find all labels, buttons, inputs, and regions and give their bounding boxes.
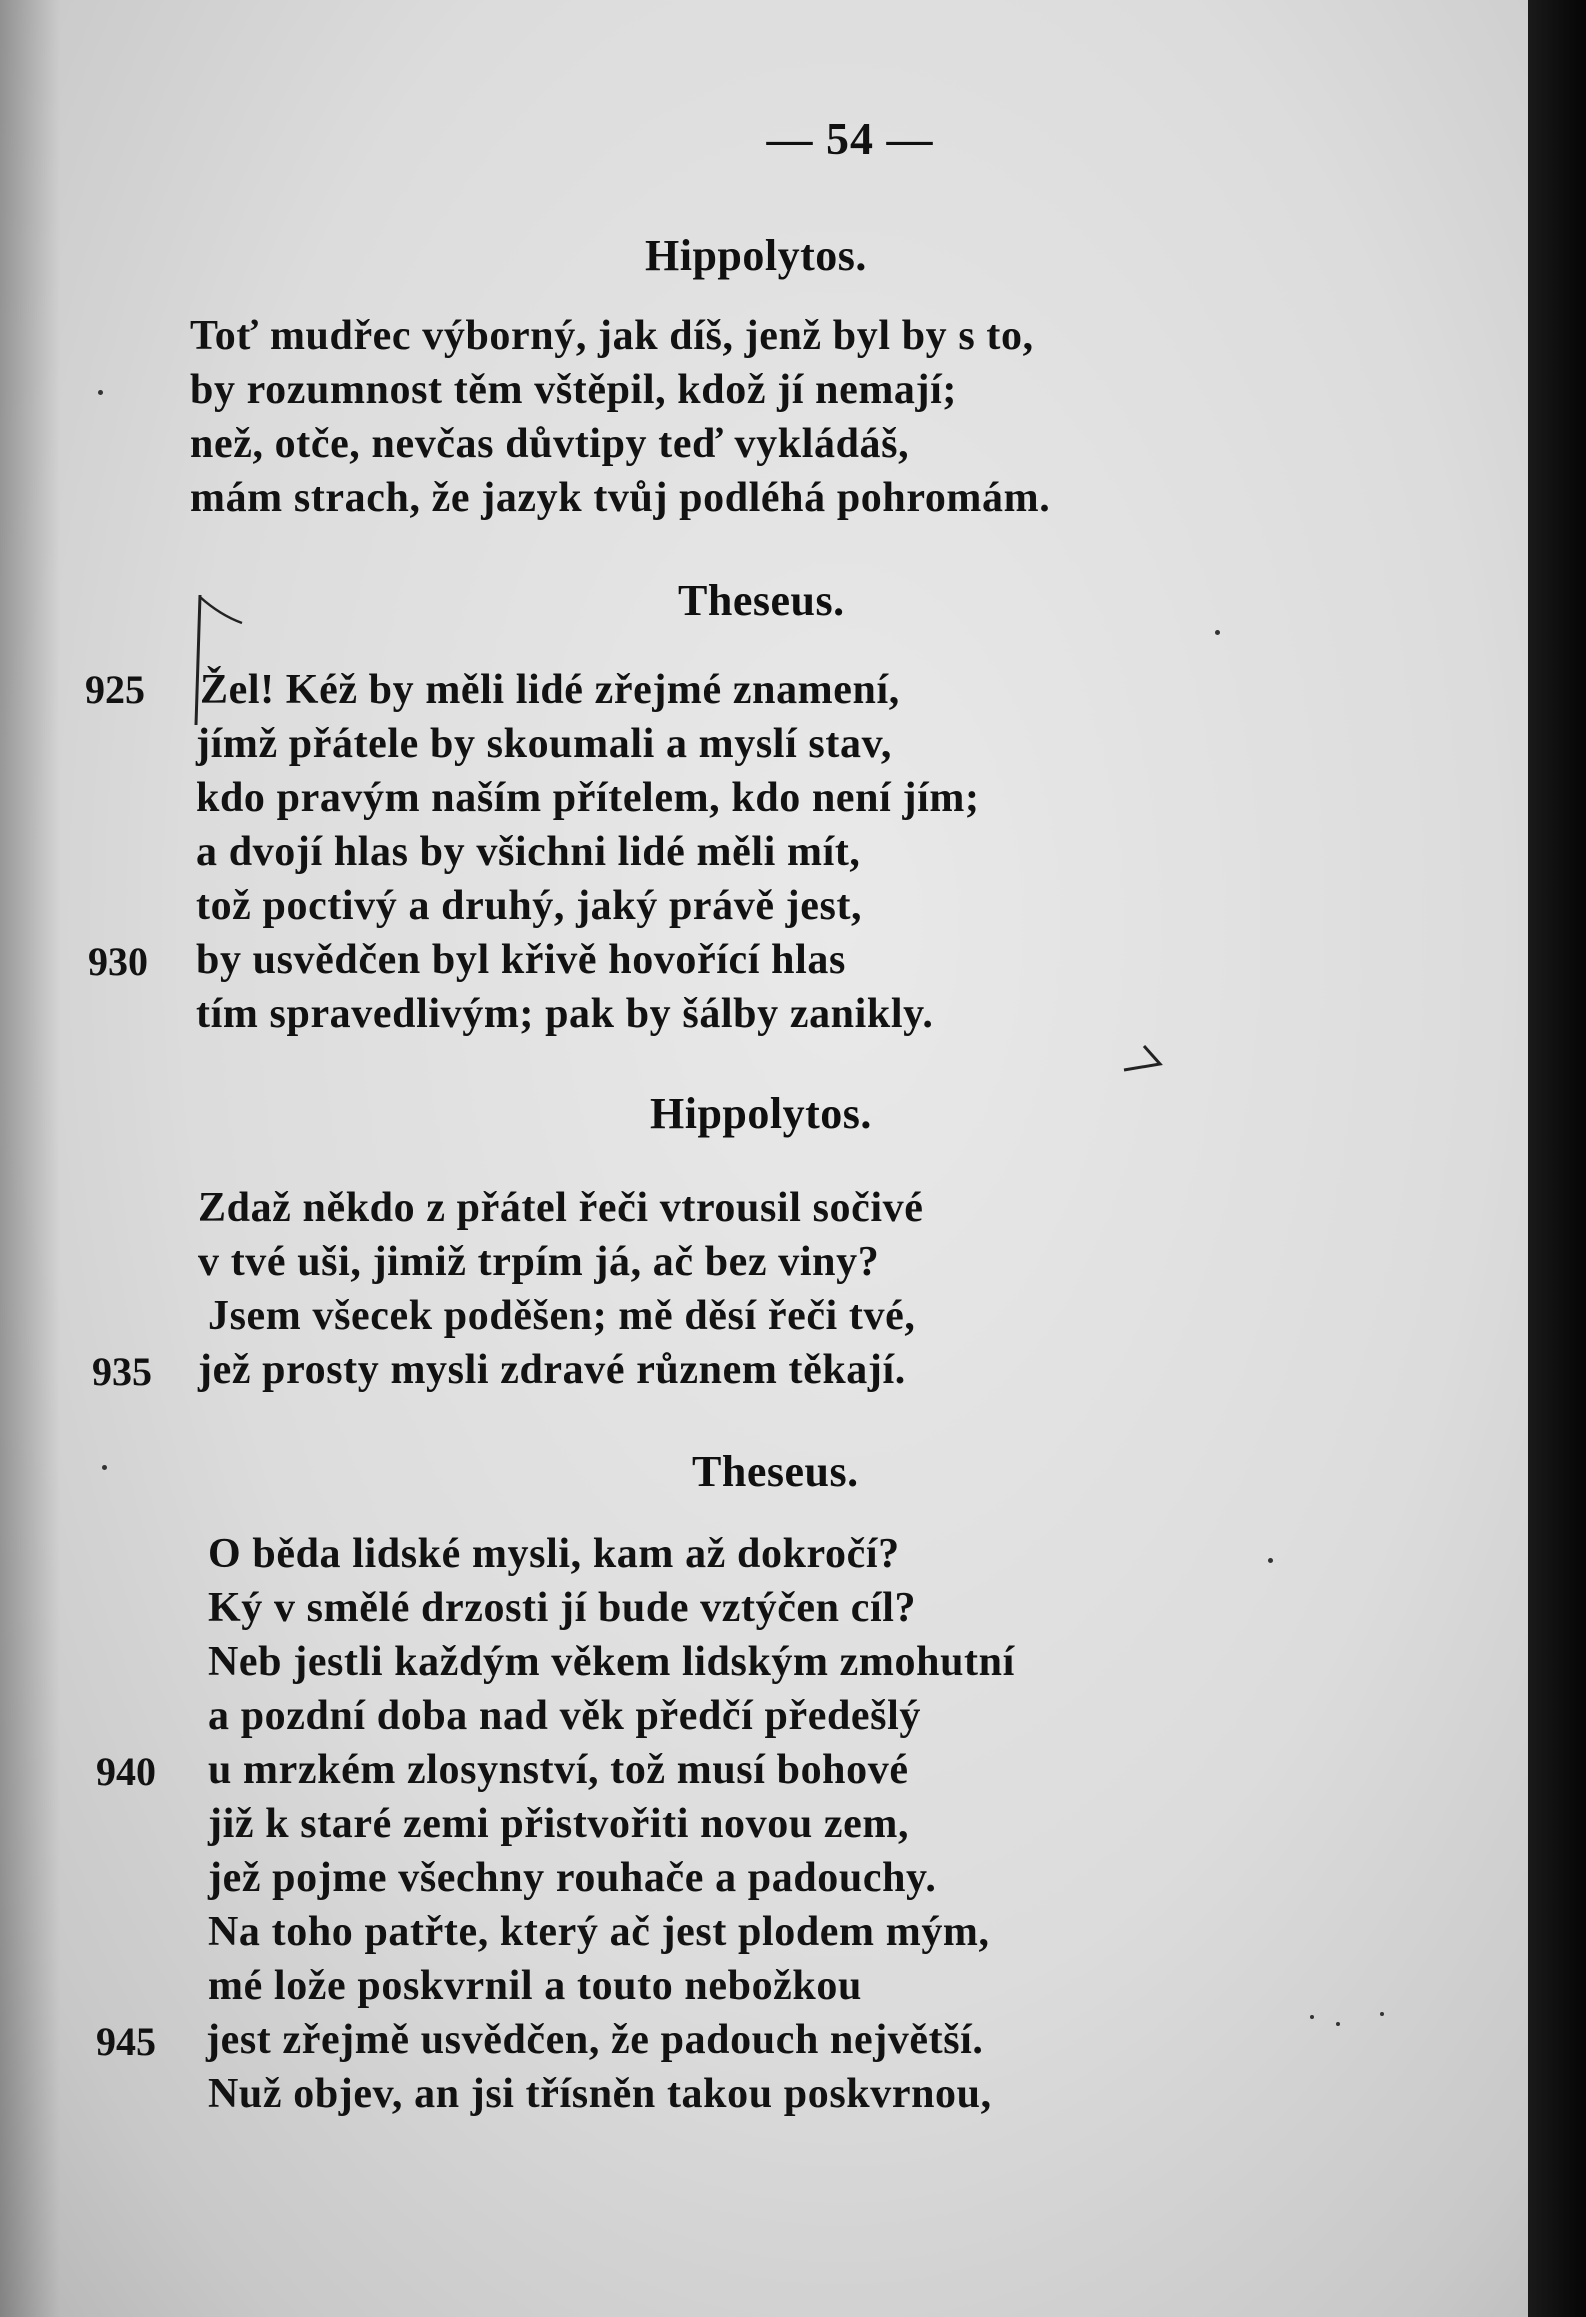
pencil-arrow-mark xyxy=(1120,1040,1170,1080)
verse-line: jímž přátele by skoumali a myslí stav, xyxy=(196,721,892,767)
verse-line: jež prosty mysli zdravé různem těkají. xyxy=(198,1347,906,1393)
verse-line: Toť mudřec výborný, jak díš, jenž byl by s to, xyxy=(190,313,1034,359)
verse-line: Jsem všecek poděšen; mě děsí řeči tvé, xyxy=(208,1293,916,1339)
paper-speck xyxy=(98,390,103,395)
verse-line: by rozumnost těm vštěpil, kdož jí nemají; xyxy=(190,367,957,413)
verse-line: již k staré zemi přistvořiti novou zem, xyxy=(208,1801,910,1847)
verse-line: tož poctivý a druhý, jaký právě jest, xyxy=(196,883,863,929)
verse-line: a dvojí hlas by všichni lidé měli mít, xyxy=(196,829,861,875)
verse-line: mám strach, že jazyk tvůj podléhá pohromám. xyxy=(190,475,1051,521)
verse-line: by usvědčen byl křivě hovořící hlas xyxy=(196,937,846,983)
verse-line: kdo pravým naším přítelem, kdo není jím; xyxy=(196,775,980,821)
speaker-hippolytos: Hippolytos. xyxy=(645,231,867,280)
line-number: 925 xyxy=(85,667,145,712)
scan-border xyxy=(1528,0,1586,2317)
line-number: 930 xyxy=(88,939,148,984)
paper-speck xyxy=(1336,2022,1340,2026)
verse-line: Nuž objev, an jsi třísněn takou poskvrnou, xyxy=(208,2071,992,2117)
speaker-hippolytos: Hippolytos. xyxy=(650,1089,872,1138)
verse-line: Zdaž někdo z přátel řeči vtrousil sočivé xyxy=(198,1185,924,1231)
verse-line: Ký v smělé drzosti jí bude vztýčen cíl? xyxy=(208,1585,917,1631)
verse-line: jest zřejmě usvědčen, že padouch největší. xyxy=(206,2017,984,2063)
verse-line: tím spravedlivým; pak by šálby zanikly. xyxy=(196,991,934,1037)
paper-speck xyxy=(1268,1558,1273,1563)
verse-line: Žel! Kéž by měli lidé zřejmé znamení, xyxy=(200,667,900,713)
verse-line: Neb jestli každým věkem lidským zmohutní xyxy=(208,1639,1015,1685)
verse-line: Na toho patřte, který ač jest plodem mým, xyxy=(208,1909,990,1955)
paper-speck xyxy=(102,1465,107,1470)
paper-speck xyxy=(1380,2012,1384,2016)
speaker-theseus: Theseus. xyxy=(692,1447,859,1496)
paper-speck xyxy=(1310,2015,1314,2019)
line-number: 935 xyxy=(92,1349,152,1394)
speaker-theseus: Theseus. xyxy=(678,576,845,625)
verse-line: mé lože poskvrnil a touto nebožkou xyxy=(208,1963,862,2009)
verse-line: O běda lidské mysli, kam až dokročí? xyxy=(208,1531,900,1577)
verse-line: jež pojme všechny rouhače a padouchy. xyxy=(208,1855,937,1901)
verse-line: u mrzkém zlosynství, tož musí bohové xyxy=(208,1747,909,1793)
paper-speck xyxy=(1215,630,1220,635)
verse-line: než, otče, nevčas důvtipy teď vykládáš, xyxy=(190,421,910,467)
page-number: — 54 — xyxy=(766,113,934,164)
verse-line: v tvé uši, jimiž trpím já, ač bez viny? xyxy=(198,1239,880,1285)
line-number: 945 xyxy=(96,2019,156,2064)
verse-line: a pozdní doba nad věk předčí předešlý xyxy=(208,1693,921,1739)
line-number: 940 xyxy=(96,1749,156,1794)
